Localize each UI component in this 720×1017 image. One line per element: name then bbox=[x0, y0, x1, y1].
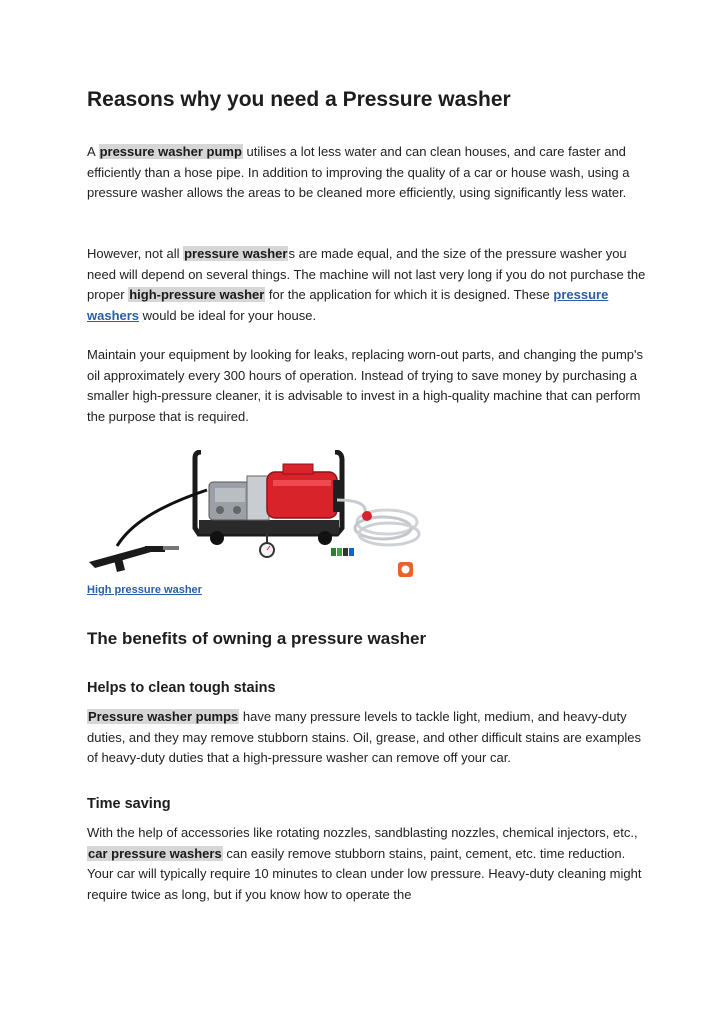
subheading-tough-stains: Helps to clean tough stains bbox=[87, 680, 276, 696]
text-run: would be ideal for your house. bbox=[139, 307, 317, 323]
intro-paragraph bbox=[87, 142, 647, 204]
text-run: However, not all bbox=[87, 246, 184, 261]
pressure-washers-link[interactable]: pressure washers bbox=[87, 287, 609, 323]
pressure-washer-image bbox=[87, 450, 427, 580]
text-run: for the application for which it is designed. These bbox=[265, 287, 554, 302]
keyword-highlight: pressure washer bbox=[184, 246, 288, 261]
subheading-time-saving: Time saving bbox=[87, 796, 171, 812]
tough-stains-paragraph bbox=[87, 707, 647, 769]
text-run: have many pressure levels to tackle light, medium, and heavy-duty duties, and they may remove stubborn stains. Oil, grease, and other difficult stains are examples of heavy-duty duties that a high-pressure washer can remove off your car. bbox=[87, 709, 641, 765]
maintenance-paragraph: Maintain your equipment by looking for leaks, replacing worn-out parts, and changing the pump's oil approximately every 300 hours of operation. Instead of trying to save money by purchasing a smaller high-pressure cleaner, it is advisable to invest in a high-quality machine that can perform the purpose that is required. bbox=[87, 347, 644, 424]
keyword-highlight: pressure washer pump bbox=[99, 144, 242, 159]
pressure-washer-illustration bbox=[87, 450, 427, 580]
text-run: can easily remove stubborn stains, paint, cement, etc. time reduction. Your car will typically require 10 minutes to clean under low pressure. Heavy-duty cleaning might require twice as long, but if you know how to operate the bbox=[87, 845, 642, 902]
section-heading: The benefits of owning a pressure washer bbox=[87, 629, 427, 648]
text-run: s are made equal, and the size of the pressure washer you need will depend on several things. The machine will not last very long if you do not purchase the proper bbox=[87, 246, 646, 302]
text-run: With the help of accessories like rotating nozzles, sandblasting nozzles, chemical injectors, etc., bbox=[87, 825, 638, 840]
text-run: A bbox=[87, 144, 99, 159]
text-run: utilises a lot less water and can clean houses, and care faster and efficiently than a hose pipe. In addition to improving the quality of a car or house wash, using a pressure washer allows the areas to be cleaned more efficiently, using significantly less water. bbox=[87, 144, 630, 200]
image-caption-link[interactable]: High pressure washer bbox=[87, 584, 202, 596]
sizing-paragraph bbox=[87, 244, 647, 326]
time-saving-paragraph bbox=[87, 823, 647, 905]
keyword-highlight: Pressure washer pumps bbox=[88, 709, 239, 724]
page-title: Reasons why you need a Pressure washer bbox=[87, 88, 511, 111]
keyword-highlight: high-pressure washer bbox=[129, 287, 265, 302]
keyword-highlight: car pressure washers bbox=[88, 845, 222, 861]
